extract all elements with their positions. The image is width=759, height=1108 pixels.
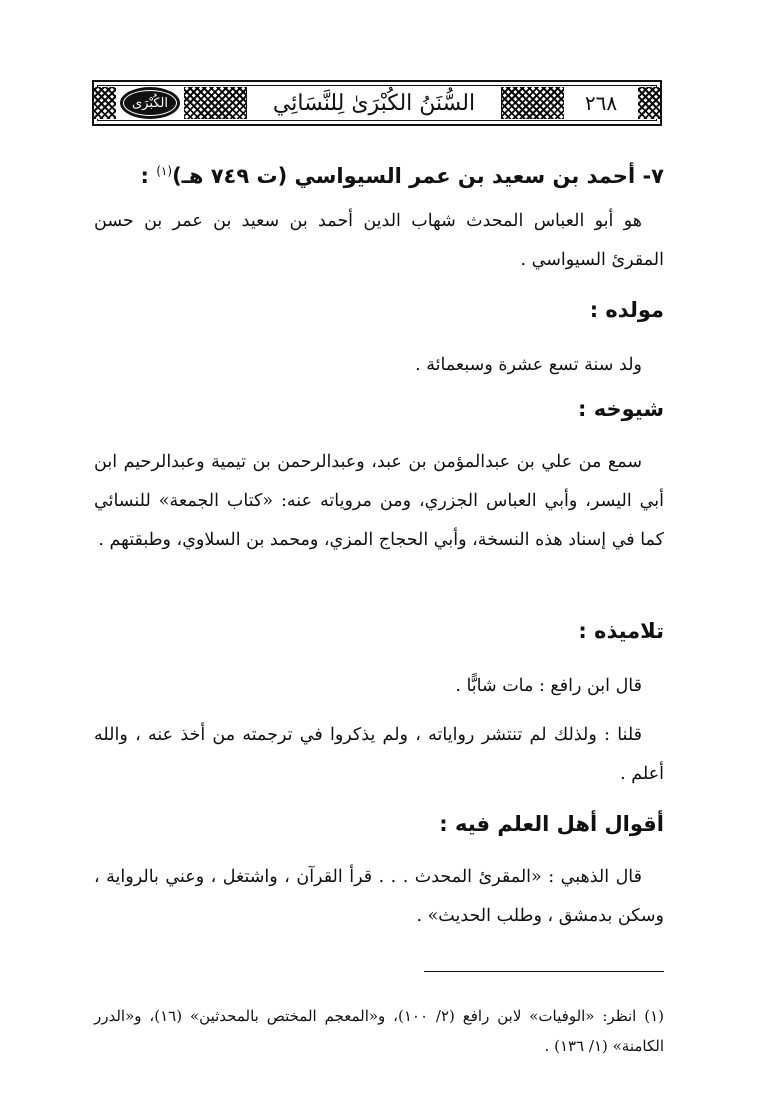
entry-title: [141, 156, 664, 191]
sayings-heading: أقوال أهل العلم فيه :: [439, 812, 664, 836]
footnote-marker: (١): [156, 164, 173, 178]
ornament-left-panel: [184, 87, 246, 119]
birth-paragraph: ولد سنة تسع عشرة وسبعمائة .: [415, 355, 642, 375]
students-heading: تلاميذه :: [578, 619, 664, 643]
sheikhs-heading: شيوخه :: [578, 397, 664, 421]
ornament-right-border: [638, 87, 660, 119]
seal-text: الكُبْرَى: [131, 95, 169, 111]
students-paragraph-2: قلنا : ولذلك لم تنتشر رواياته ، ولم يذكروا في ترجمته من أخذ عنه ، والله أعلم .: [94, 725, 664, 784]
ornament-right-panel: [502, 87, 564, 119]
page-number: ٢٦٨: [584, 91, 618, 115]
entry-title-colon: :: [140, 164, 157, 188]
birth-heading: مولده :: [589, 298, 664, 322]
sayings-paragraph: قال الذهبي : «المقرئ المحدث . . . قرأ القرآن ، واشتغل ، وعني بالرواية ، وسكن بدمشق ، وطلب الحديث» .: [94, 867, 664, 926]
ornament-left-border: [94, 87, 116, 119]
footnote-divider: [424, 971, 664, 972]
entry-title-text: ٧- أحمد بن سعيد بن عمر السيواسي (ت ٧٤٩ هـ): [172, 164, 664, 188]
page-header: [92, 80, 662, 126]
running-title: السُّنَنُ الكُبْرَىٰ لِلنَّسَائِي: [246, 87, 502, 119]
footnote: (١) انظر: «الوفيات» لابن رافع (٢/ ١٠٠)، و«المعجم المختص بالمحدثين» (١٦)، و«الدرر الكامنة» (١/ ١٣٦) .: [94, 1007, 665, 1055]
students-paragraph-1: قال ابن رافع : مات شابًّا .: [455, 676, 642, 696]
sheikhs-paragraph: سمع من علي بن عبدالمؤمن بن عبد، وعبدالرحمن بن تيمية وعبدالرحيم ابن أبي اليسر، وأبي العباس الجزري، ومن مروياته عنه: «كتاب الجمعة» للنسائي كما في إسناد هذه النسخة، وأبي الحجاج المزي، ومحمد بن السلاوي، وطبقتهم .: [94, 452, 664, 550]
seal-emblem: [120, 87, 180, 119]
intro-paragraph: هو أبو العباس المحدث شهاب الدين أحمد بن سعيد بن عمر بن حسن المقرئ السيواسي .: [94, 211, 664, 270]
